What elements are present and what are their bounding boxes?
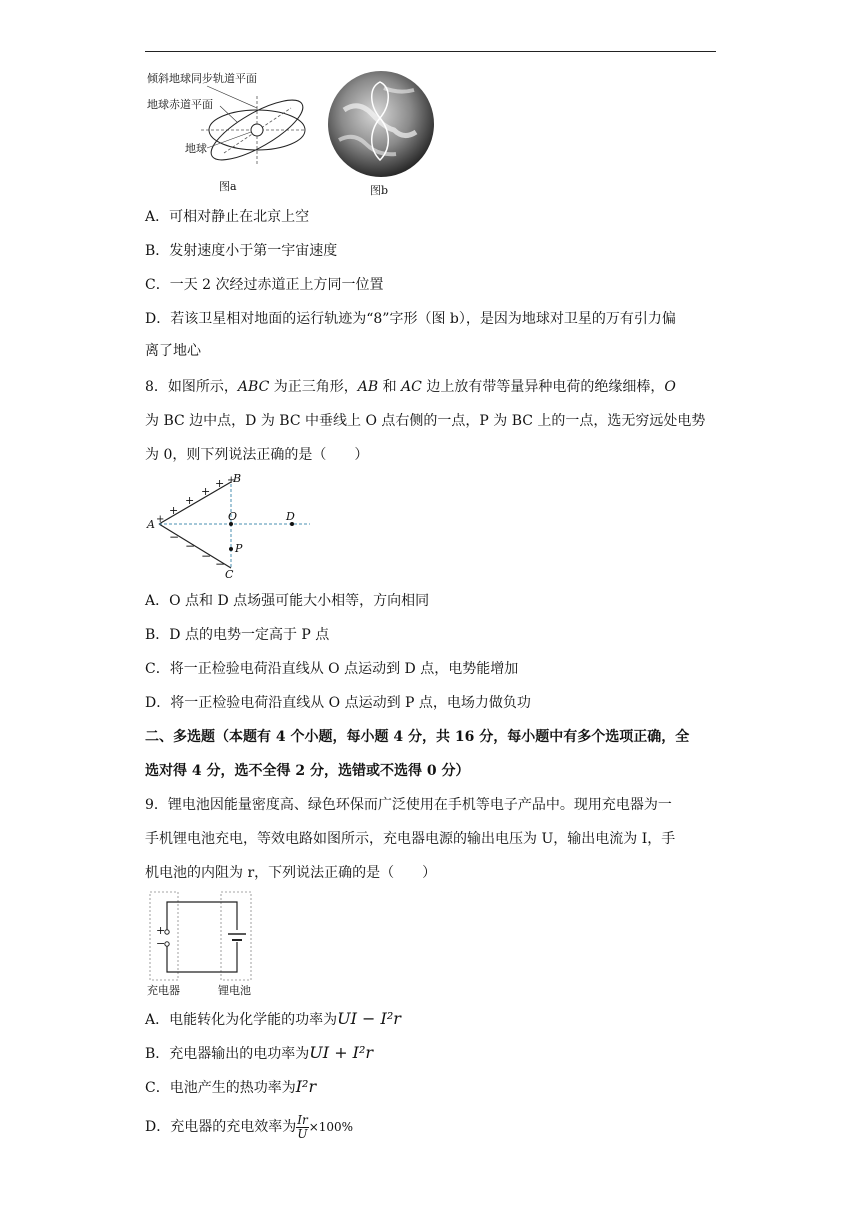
formula-b: UI + I²r	[309, 1043, 374, 1062]
svg-text:−: −	[215, 557, 226, 571]
orbit-diagram	[145, 68, 315, 196]
earth-image	[324, 70, 439, 178]
vertex-b-label: B	[233, 472, 242, 485]
q9-option-d: D．充电器的充电效率为 $\frac{Ir}{U}$ ×100%	[145, 1112, 354, 1141]
svg-text:+: +	[215, 477, 225, 490]
charger-label: 充电器	[147, 984, 180, 997]
label-tilted-orbit: 倾斜地球同步轨道平面	[147, 72, 257, 85]
q9-option-b: B．充电器输出的电功率为UI + I²r	[145, 1043, 374, 1062]
vertex-c-label: C	[225, 568, 234, 581]
q8-option-a: A．O 点和 D 点场强可能大小相等，方向相同	[145, 593, 430, 609]
svg-text:−: −	[185, 539, 196, 553]
q8-stem-line1: 8．如图所示，ABC 为正三角形，AB 和 AC 边上放有带等量异种电荷的绝缘细棒，O	[145, 379, 676, 395]
q9-stem-line1: 9．锂电池因能量密度高、绿色环保而广泛使用在手机等电子产品中。现用充电器为一	[145, 797, 672, 813]
point-d-label: D	[286, 510, 295, 523]
formula-c: I²r	[295, 1077, 317, 1096]
point-p-label: P	[235, 542, 243, 555]
q9-circuit-figure	[145, 890, 257, 998]
q8-figure	[145, 472, 315, 584]
svg-text:+: +	[201, 485, 211, 498]
figure-a	[145, 68, 315, 196]
q9-stem-line3: 机电池的内阻为 r，下列说法正确的是（ ）	[145, 865, 437, 881]
battery-label: 锂电池	[218, 984, 251, 997]
q9-stem-line2: 手机锂电池充电，等效电路如图所示，充电器电源的输出电压为 U，输出电流为 I，手	[145, 831, 676, 847]
efficiency-fraction: $\frac{Ir}{U}$	[297, 1112, 308, 1141]
header-rule	[145, 51, 716, 52]
q8-option-b: B．D 点的电势一定高于 P 点	[145, 627, 330, 643]
point-o-label: O	[228, 510, 238, 523]
section2-heading-line1: 二、多选题（本题有 4 个小题，每小题 4 分，共 16 分，每小题中有多个选项正确，全	[145, 729, 690, 745]
q7-option-b: B．发射速度小于第一宇宙速度	[145, 243, 338, 259]
q7-option-a: A．可相对静止在北京上空	[145, 209, 310, 225]
q8-option-d: D．将一正检验电荷沿直线从 O 点运动到 P 点，电场力做负功	[145, 695, 531, 711]
figure-a-caption: 图a	[219, 180, 237, 193]
q8-stem-line3: 为 0，则下列说法正确的是（ ）	[145, 447, 369, 463]
svg-text:+: +	[227, 475, 236, 486]
figure-b	[324, 70, 439, 198]
minus-terminal-label: −	[156, 937, 166, 950]
formula-a: UI − I²r	[337, 1009, 401, 1028]
q8-stem-line2: 为 BC 边中点，D 为 BC 中垂线上 O 点右侧的一点，P 为 BC 上的一点，选无穷远处电势	[145, 413, 706, 429]
q7-option-d-line1: D．若该卫星相对地面的运行轨迹为“8”字形（图 b），是因为地球对卫星的万有引力偏	[145, 311, 676, 327]
q9-option-c: C．电池产生的热功率为I²r	[145, 1077, 317, 1096]
q8-option-c: C．将一正检验电荷沿直线从 O 点运动到 D 点，电势能增加	[145, 661, 519, 677]
svg-text:+: +	[185, 494, 195, 507]
svg-text:−: −	[201, 549, 212, 563]
label-earth: 地球	[185, 142, 207, 155]
svg-text:−: −	[169, 530, 180, 544]
vertex-a-label: A	[147, 518, 155, 531]
section2-heading-line2: 选对得 4 分，选不全得 2 分，选错或不选得 0 分）	[145, 763, 470, 779]
plus-terminal-label: +	[156, 924, 166, 937]
svg-text:+: +	[156, 514, 165, 525]
q7-option-d-line2: 离了地心	[145, 343, 201, 359]
q9-option-a: A．电能转化为化学能的功率为UI − I²r	[145, 1009, 401, 1028]
figure-b-caption: 图b	[370, 184, 389, 197]
svg-text:+: +	[169, 504, 179, 517]
q7-option-c: C．一天 2 次经过赤道正上方同一位置	[145, 277, 384, 293]
label-equator-plane: 地球赤道平面	[147, 98, 213, 111]
